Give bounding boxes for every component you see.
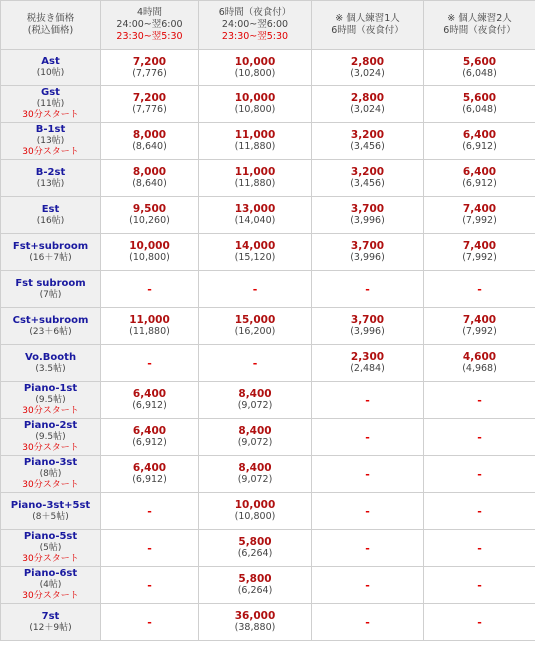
price-tax-excluded: 7,400 bbox=[462, 240, 497, 252]
unavailable-dash: - bbox=[147, 504, 152, 518]
price-cell bbox=[312, 567, 424, 604]
price-cell bbox=[199, 271, 312, 308]
price-tax-excluded: 7,400 bbox=[462, 203, 497, 215]
price-cell bbox=[101, 308, 199, 345]
price-cell bbox=[312, 123, 424, 160]
price-cell bbox=[424, 123, 535, 160]
price-tax-excluded: 5,800 bbox=[238, 573, 272, 585]
room-size: (9.5帖) bbox=[35, 432, 66, 442]
price-cell bbox=[312, 345, 424, 382]
unavailable-dash: - bbox=[365, 615, 370, 629]
price-tax-included: (3,024) bbox=[350, 104, 385, 115]
price-tax-included: (3,456) bbox=[350, 178, 385, 189]
price-cell bbox=[424, 345, 535, 382]
price-tax-excluded: 3,700 bbox=[350, 314, 385, 326]
table-row bbox=[1, 234, 535, 271]
room-start-note: 30分スタート bbox=[22, 591, 79, 601]
room-size: (16帖) bbox=[36, 215, 65, 226]
price-tax-included: (14,040) bbox=[234, 215, 276, 226]
price-tax-excluded: 2,300 bbox=[350, 351, 385, 363]
price-tax-included: (8,640) bbox=[132, 178, 167, 189]
price-cell bbox=[312, 493, 424, 530]
price-tax-excluded: 5,800 bbox=[238, 536, 272, 548]
price-cell bbox=[424, 493, 535, 530]
price-tax-excluded: 6,400 bbox=[132, 425, 167, 437]
price-tax-included: (6,912) bbox=[132, 400, 167, 411]
room-size: (12＋9帖) bbox=[29, 622, 72, 633]
unavailable-dash: - bbox=[147, 615, 152, 629]
unavailable-dash: - bbox=[147, 356, 152, 370]
price-cell bbox=[199, 50, 312, 86]
price-cell bbox=[101, 567, 199, 604]
price-cell bbox=[199, 86, 312, 123]
unavailable-dash: - bbox=[477, 467, 482, 481]
room-name: Fst+subroom bbox=[12, 240, 89, 252]
price-cell bbox=[312, 308, 424, 345]
price-cell bbox=[101, 86, 199, 123]
price-tax-included: (10,800) bbox=[234, 104, 276, 115]
room-start-note: 30分スタート bbox=[22, 554, 79, 564]
price-tax-excluded: 3,700 bbox=[350, 240, 385, 252]
price-tax-excluded: 7,200 bbox=[132, 55, 167, 68]
price-tax-included: (11,880) bbox=[234, 178, 276, 189]
header-solo-1: ※ 個人練習1人 6時間（夜食付） bbox=[312, 1, 424, 50]
room-name: Fst subroom bbox=[15, 277, 86, 289]
table-body bbox=[1, 50, 535, 641]
room-size: (8＋5帖) bbox=[32, 511, 69, 522]
price-tax-included: (11,880) bbox=[234, 141, 276, 152]
price-tax-excluded: 11,000 bbox=[234, 129, 276, 141]
room-name: Vo.Booth bbox=[24, 351, 77, 363]
price-tax-excluded: 9,500 bbox=[132, 203, 167, 215]
price-cell bbox=[199, 419, 312, 456]
unavailable-dash: - bbox=[477, 541, 482, 555]
header-6h: 6時間（夜食付） 24:00~翌6:00 23:30~翌5:30 bbox=[199, 1, 312, 50]
table-row bbox=[1, 271, 535, 308]
room-start-note: 30分スタート bbox=[22, 480, 79, 490]
price-tax-excluded: 8,400 bbox=[238, 462, 272, 474]
room-name: Cst+subroom bbox=[12, 314, 89, 326]
unavailable-dash: - bbox=[365, 578, 370, 592]
price-tax-included: (7,776) bbox=[132, 104, 167, 115]
price-cell bbox=[101, 345, 199, 382]
room-label-cell bbox=[1, 382, 101, 419]
table-row bbox=[1, 308, 535, 345]
price-tax-included: (3,996) bbox=[350, 252, 385, 263]
room-label-cell bbox=[1, 345, 101, 382]
price-tax-excluded: 13,000 bbox=[234, 203, 276, 215]
price-cell bbox=[101, 604, 199, 641]
room-label-cell bbox=[1, 567, 101, 604]
unavailable-dash: - bbox=[147, 282, 152, 296]
price-tax-included: (16,200) bbox=[234, 326, 276, 337]
price-cell bbox=[199, 530, 312, 567]
unavailable-dash: - bbox=[365, 393, 370, 407]
room-size: (5帖) bbox=[39, 543, 62, 553]
price-cell bbox=[424, 271, 535, 308]
price-cell bbox=[424, 160, 535, 197]
price-cell bbox=[199, 456, 312, 493]
price-tax-included: (4,968) bbox=[462, 363, 497, 374]
room-size: (13帖) bbox=[36, 136, 65, 146]
header-solo-2: ※ 個人練習2人 6時間（夜食付） bbox=[424, 1, 535, 50]
price-cell bbox=[312, 197, 424, 234]
price-cell bbox=[424, 456, 535, 493]
room-start-note: 30分スタート bbox=[22, 110, 79, 120]
price-tax-included: (6,048) bbox=[462, 104, 497, 115]
price-tax-excluded: 2,800 bbox=[350, 55, 385, 68]
price-tax-included: (2,484) bbox=[350, 363, 385, 374]
room-size: (7帖) bbox=[39, 289, 62, 300]
room-label-cell bbox=[1, 493, 101, 530]
table-row bbox=[1, 50, 535, 86]
room-label-cell bbox=[1, 271, 101, 308]
table-row bbox=[1, 456, 535, 493]
table-header-row bbox=[1, 1, 535, 50]
price-cell bbox=[101, 50, 199, 86]
room-label-cell bbox=[1, 530, 101, 567]
room-size: (11帖) bbox=[36, 99, 65, 109]
room-size: (9.5帖) bbox=[35, 395, 66, 405]
price-cell bbox=[199, 345, 312, 382]
price-cell bbox=[312, 160, 424, 197]
price-tax-included: (7,776) bbox=[132, 67, 167, 79]
unavailable-dash: - bbox=[252, 282, 258, 296]
price-tax-included: (6,912) bbox=[132, 474, 167, 485]
room-label-cell bbox=[1, 604, 101, 641]
room-name: Piano-6st bbox=[23, 568, 78, 579]
room-size: (8帖) bbox=[39, 469, 62, 479]
price-cell bbox=[424, 197, 535, 234]
price-cell bbox=[101, 123, 199, 160]
price-tax-excluded: 6,400 bbox=[462, 166, 497, 178]
room-label-cell bbox=[1, 50, 101, 86]
room-size: (23＋6帖) bbox=[29, 326, 72, 337]
room-label-cell bbox=[1, 197, 101, 234]
price-cell bbox=[424, 50, 535, 86]
price-tax-excluded: 10,000 bbox=[234, 499, 276, 511]
price-tax-excluded: 7,200 bbox=[132, 92, 167, 104]
room-label-cell bbox=[1, 308, 101, 345]
table-row bbox=[1, 419, 535, 456]
price-tax-included: (6,912) bbox=[462, 141, 497, 152]
room-name: B-1st bbox=[35, 124, 66, 135]
price-tax-excluded: 11,000 bbox=[129, 314, 170, 326]
price-tax-excluded: 7,400 bbox=[462, 314, 497, 326]
price-cell bbox=[424, 567, 535, 604]
price-cell bbox=[312, 86, 424, 123]
table-row bbox=[1, 197, 535, 234]
price-cell bbox=[101, 382, 199, 419]
price-cell bbox=[199, 197, 312, 234]
price-tax-excluded: 14,000 bbox=[234, 240, 276, 252]
unavailable-dash: - bbox=[365, 282, 370, 296]
price-tax-excluded: 10,000 bbox=[234, 92, 276, 104]
price-tax-included: (7,992) bbox=[462, 215, 497, 226]
room-size: (13帖) bbox=[36, 178, 65, 189]
price-cell bbox=[312, 456, 424, 493]
price-tax-excluded: 11,000 bbox=[234, 166, 276, 178]
room-name: Piano-3st+5st bbox=[10, 499, 91, 511]
price-tax-excluded: 15,000 bbox=[234, 314, 276, 326]
price-cell bbox=[312, 50, 424, 86]
unavailable-dash: - bbox=[365, 430, 370, 444]
price-tax-excluded: 2,800 bbox=[350, 92, 385, 104]
price-cell bbox=[101, 419, 199, 456]
price-cell bbox=[101, 493, 199, 530]
price-cell bbox=[312, 530, 424, 567]
price-tax-excluded: 6,400 bbox=[132, 462, 167, 474]
price-tax-included: (9,072) bbox=[237, 474, 273, 485]
room-name: Ast bbox=[41, 56, 60, 67]
price-tax-included: (8,640) bbox=[132, 141, 167, 152]
room-label-cell bbox=[1, 160, 101, 197]
room-name: Gst bbox=[41, 87, 60, 98]
unavailable-dash: - bbox=[477, 578, 482, 592]
price-cell bbox=[424, 308, 535, 345]
price-tax-included: (6,264) bbox=[237, 548, 273, 559]
room-label-cell bbox=[1, 419, 101, 456]
price-cell bbox=[101, 271, 199, 308]
price-tax-excluded: 6,400 bbox=[132, 388, 167, 400]
price-tax-included: (6,048) bbox=[462, 67, 497, 79]
price-cell bbox=[199, 382, 312, 419]
table-row bbox=[1, 604, 535, 641]
price-tax-included: (7,992) bbox=[462, 252, 497, 263]
price-tax-included: (10,800) bbox=[234, 511, 276, 522]
unavailable-dash: - bbox=[365, 541, 370, 555]
price-tax-included: (7,992) bbox=[462, 326, 497, 337]
price-tax-excluded: 36,000 bbox=[234, 610, 276, 622]
unavailable-dash: - bbox=[477, 615, 482, 629]
price-cell bbox=[199, 567, 312, 604]
price-cell bbox=[424, 382, 535, 419]
room-name: Piano-2st bbox=[23, 420, 78, 431]
price-cell bbox=[101, 530, 199, 567]
price-cell bbox=[101, 197, 199, 234]
price-tax-included: (10,800) bbox=[234, 67, 276, 79]
price-cell bbox=[199, 493, 312, 530]
price-cell bbox=[101, 234, 199, 271]
price-cell bbox=[101, 456, 199, 493]
unavailable-dash: - bbox=[147, 541, 152, 555]
price-tax-included: (3,024) bbox=[350, 67, 385, 79]
room-start-note: 30分スタート bbox=[22, 406, 79, 416]
price-cell bbox=[312, 271, 424, 308]
price-tax-excluded: 6,400 bbox=[462, 129, 497, 141]
price-tax-included: (38,880) bbox=[234, 622, 276, 633]
price-tax-excluded: 5,600 bbox=[462, 55, 497, 68]
price-tax-included: (6,912) bbox=[132, 437, 167, 448]
price-cell bbox=[199, 308, 312, 345]
price-tax-included: (10,260) bbox=[129, 215, 170, 226]
room-label-cell bbox=[1, 86, 101, 123]
unavailable-dash: - bbox=[147, 578, 152, 592]
table-row bbox=[1, 345, 535, 382]
price-tax-included: (10,800) bbox=[129, 252, 170, 263]
price-cell bbox=[424, 604, 535, 641]
room-start-note: 30分スタート bbox=[22, 147, 79, 157]
price-tax-excluded: 8,000 bbox=[132, 129, 167, 141]
unavailable-dash: - bbox=[477, 430, 482, 444]
room-size: (3.5帖) bbox=[35, 363, 66, 374]
price-tax-excluded: 3,200 bbox=[350, 129, 385, 141]
room-label-cell bbox=[1, 123, 101, 160]
table-row bbox=[1, 160, 535, 197]
unavailable-dash: - bbox=[477, 282, 482, 296]
price-cell bbox=[101, 160, 199, 197]
room-size: (10帖) bbox=[36, 68, 65, 78]
price-tax-excluded: 5,600 bbox=[462, 92, 497, 104]
price-tax-included: (3,996) bbox=[350, 326, 385, 337]
price-cell bbox=[424, 530, 535, 567]
price-tax-excluded: 8,400 bbox=[238, 425, 272, 437]
price-tax-excluded: 10,000 bbox=[234, 55, 276, 68]
unavailable-dash: - bbox=[252, 356, 258, 370]
price-tax-excluded: 8,400 bbox=[238, 388, 272, 400]
room-label-cell bbox=[1, 234, 101, 271]
room-label-cell bbox=[1, 456, 101, 493]
room-name: B-2st bbox=[35, 166, 66, 178]
room-name: 7st bbox=[41, 610, 60, 622]
unavailable-dash: - bbox=[477, 393, 482, 407]
table-row bbox=[1, 86, 535, 123]
price-cell bbox=[312, 419, 424, 456]
header-tax-column: 税抜き価格 (税込価格) bbox=[1, 1, 101, 50]
price-cell bbox=[312, 382, 424, 419]
price-tax-included: (3,996) bbox=[350, 215, 385, 226]
price-tax-excluded: 10,000 bbox=[129, 240, 170, 252]
unavailable-dash: - bbox=[365, 504, 370, 518]
price-cell bbox=[199, 123, 312, 160]
price-tax-included: (9,072) bbox=[237, 437, 273, 448]
price-cell bbox=[199, 160, 312, 197]
room-size: (4帖) bbox=[39, 580, 62, 590]
price-cell bbox=[312, 604, 424, 641]
price-tax-included: (11,880) bbox=[129, 326, 170, 337]
table-row bbox=[1, 123, 535, 160]
price-tax-excluded: 8,000 bbox=[132, 166, 167, 178]
unavailable-dash: - bbox=[477, 504, 482, 518]
room-name: Piano-5st bbox=[23, 531, 78, 542]
price-tax-included: (6,912) bbox=[462, 178, 497, 189]
price-tax-excluded: 3,200 bbox=[350, 166, 385, 178]
price-tax-included: (6,264) bbox=[237, 585, 273, 596]
price-tax-excluded: 4,600 bbox=[462, 351, 497, 363]
room-size: (16＋7帖) bbox=[29, 252, 72, 263]
price-tax-included: (15,120) bbox=[234, 252, 276, 263]
table-row bbox=[1, 493, 535, 530]
price-tax-excluded: 3,700 bbox=[350, 203, 385, 215]
header-4h: 4時間 24:00~翌6:00 23:30~翌5:30 bbox=[101, 1, 199, 50]
room-start-note: 30分スタート bbox=[22, 443, 79, 453]
unavailable-dash: - bbox=[365, 467, 370, 481]
price-cell bbox=[424, 419, 535, 456]
price-tax-included: (3,456) bbox=[350, 141, 385, 152]
price-cell bbox=[199, 234, 312, 271]
table-row bbox=[1, 567, 535, 604]
price-cell bbox=[312, 234, 424, 271]
price-cell bbox=[424, 234, 535, 271]
price-cell bbox=[199, 604, 312, 641]
room-name: Est bbox=[41, 203, 60, 215]
table-row bbox=[1, 382, 535, 419]
table-row bbox=[1, 530, 535, 567]
price-cell bbox=[424, 86, 535, 123]
price-tax-included: (9,072) bbox=[237, 400, 273, 411]
room-name: Piano-1st bbox=[23, 383, 78, 394]
room-name: Piano-3st bbox=[23, 457, 78, 468]
